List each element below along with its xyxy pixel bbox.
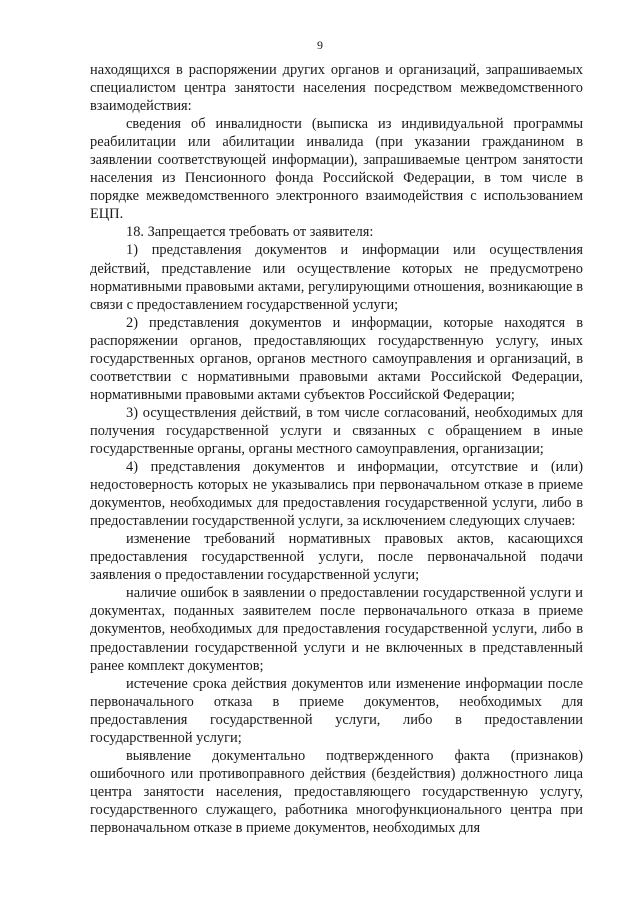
paragraph-item-1: 1) представления документов и информации или осуществления действий, представление или осуществление которых не предусмотрено нормативными правовыми актами, регулирующими отношения, возникающие в связи с предоставлением государственной услуги; [90, 242, 583, 313]
document-body [90, 61, 583, 837]
paragraph-clause-18: 18. Запрещается требовать от заявителя: [126, 224, 374, 241]
paragraph-item-3: 3) осуществления действий, в том числе согласований, необходимых для получения государственной услуги и связанных с обращением в иные государственные органы, органы местного самоуправления, организации; [90, 404, 583, 457]
paragraph-continuation: находящихся в распоряжении других органов и организаций, запрашиваемых специалистом центра занятости населения посредством межведомственного взаимодействия: [90, 62, 583, 115]
page-number: 9 [317, 38, 323, 52]
paragraph-exception-3: истечение срока действия документов или изменение информации после первоначального отказа в приеме документов, необходимых для предоставления государственной услуги, либо в предоставлении государственной услуги; [90, 675, 583, 746]
paragraph-item-2: 2) представления документов и информации, которые находятся в распоряжении органов, предоставляющих государственную услугу, иных государственных органов, органов местного самоуправления и организаций, в соответствии с нормативными правовыми актами Российской Федерации, нормативными правовыми актами субъектов Российской Федерации; [90, 314, 583, 403]
paragraph-exception-4: выявление документально подтвержденного факта (признаков) ошибочного или противоправного действия (бездействия) должностного лица центра занятости населения, предоставляющего государственную услугу, государственного служащего, работника многофункционального центра при первоначальном отказе в приеме документов, необходимых для [90, 747, 583, 836]
paragraph-exception-2: наличие ошибок в заявлении о предоставлении государственной услуги и документах, поданных заявителем после первоначального отказа в приеме документов, необходимых для предоставления государственной услуги, либо в предоставлении государственной услуги и не включенных в представленный ранее комплект документов; [90, 585, 583, 674]
paragraph-item-4: 4) представления документов и информации, отсутствие и (или) недостоверность которых не указывались при первоначальном отказе в приеме документов, необходимых для предоставления государственной услуги, либо в предоставлении государственной услуги, за исключением следующих случаев: [90, 459, 583, 530]
paragraph-exception-1: изменение требований нормативных правовых актов, касающихся предоставления государственной услуги, после первоначальной подачи заявления о предоставлении государственной услуги; [90, 531, 583, 584]
paragraph-disability-info: сведения об инвалидности (выписка из индивидуальной программы реабилитации или абилитации инвалида (при указании гражданином в заявлении соответствующей информации), запрашиваемые центром занятости населения из Пенсионного фонда Российской Федерации, в том числе в порядке межведомственного электронного взаимодействия с использованием ЕЦП. [90, 116, 583, 223]
